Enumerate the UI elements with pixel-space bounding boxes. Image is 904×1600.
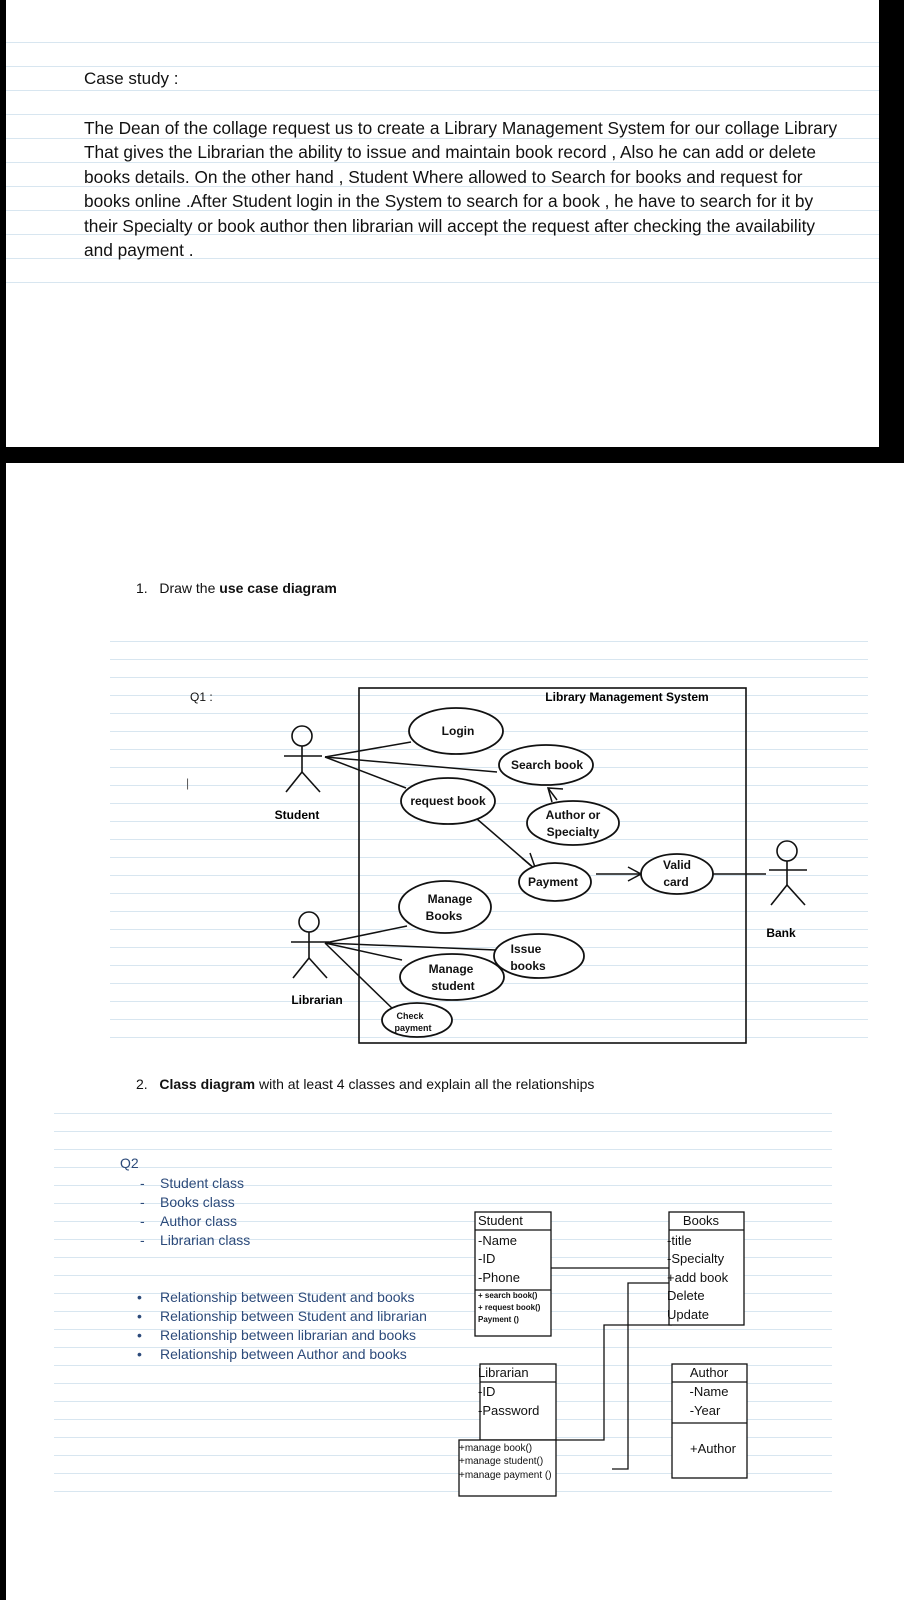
author-method: +Author — [690, 1441, 736, 1456]
student-attr: -Name — [478, 1233, 518, 1248]
books-item: -title — [667, 1233, 692, 1248]
student-actor-label: Student — [274, 808, 320, 822]
request-book-label: request book — [410, 794, 486, 808]
author-attr: -Year — [689, 1403, 721, 1418]
specialty-label: Specialty — [546, 825, 600, 839]
class-connectors — [551, 1268, 672, 1469]
paragraph-line: and payment . — [84, 240, 194, 261]
manage-books-label-2: Books — [425, 909, 463, 923]
class-diagram — [0, 1180, 904, 1520]
list-item: Relationship between librarian and books — [160, 1327, 417, 1343]
payment-label: Payment — [527, 875, 579, 889]
librarian-method: +manage student() — [459, 1456, 544, 1467]
list-item: Librarian class — [160, 1232, 251, 1248]
use-case-manage-student — [400, 954, 504, 1000]
librarian-class-name: Librarian — [478, 1365, 529, 1380]
case-study-heading: Case study : — [84, 69, 179, 88]
student-method: Payment () — [478, 1315, 519, 1324]
librarian-method: +manage book() — [459, 1443, 533, 1454]
q1-heading: 1. Draw the use case diagram — [136, 580, 337, 596]
q2-label: Q2 — [120, 1155, 139, 1171]
login-label: Login — [441, 724, 475, 738]
bank-actor-label: Bank — [766, 926, 796, 940]
system-title: Library Management System — [545, 690, 709, 704]
paragraph-line: That gives the Librarian the ability to issue and maintain book record , Also he can add or delete — [84, 142, 817, 163]
manage-student-label-1: Manage — [428, 962, 474, 976]
list-item: Relationship between Author and books — [160, 1346, 407, 1362]
bank-actor — [769, 841, 807, 905]
books-label: books — [510, 959, 546, 973]
student-method: + request book() — [478, 1303, 541, 1312]
librarian-attr: -Password — [478, 1403, 540, 1418]
payment-small-label: payment — [394, 1023, 432, 1033]
librarian-method: +manage payment () — [459, 1470, 552, 1481]
list-item: Student class — [160, 1175, 245, 1191]
issue-label: Issue — [510, 942, 542, 956]
books-class-name: Books — [682, 1213, 720, 1228]
books-item: -Specialty — [667, 1251, 725, 1266]
paragraph-line: their Specialty or book author then librarian will accept the request after checking the availability — [84, 215, 816, 236]
text-cursor: | — [186, 776, 190, 790]
q2-heading: 2. Class diagram with at least 4 classes and explain all the relationships — [136, 1076, 595, 1092]
list-item: Relationship between Student and librarian — [160, 1308, 427, 1324]
list-item: Books class — [160, 1194, 235, 1210]
librarian-actor-label: Librarian — [291, 993, 343, 1007]
author-class — [672, 1364, 747, 1478]
list-item: Author class — [160, 1213, 238, 1229]
author-class-name: Author — [689, 1365, 729, 1380]
manage-books-label-1: Manage — [427, 892, 473, 906]
manage-student-label-2: student — [431, 979, 475, 993]
student-method: + search book() — [478, 1291, 538, 1300]
paragraph-line: books details. On the other hand , Student Where allowed to Search for books and request for — [84, 166, 803, 187]
paragraph-line: The Dean of the collage request us to create a Library Management System for our collage Library — [84, 118, 838, 138]
student-class-name: Student — [478, 1213, 523, 1228]
use-case-manage-books — [399, 881, 491, 933]
books-item: +add book — [667, 1270, 729, 1285]
q1-label: Q1 : — [190, 690, 213, 704]
books-item: Update — [667, 1307, 709, 1322]
student-attr: -ID — [478, 1251, 496, 1266]
list-item: Relationship between Student and books — [160, 1289, 415, 1305]
librarian-actor — [291, 912, 329, 978]
author-label: Author or — [545, 808, 601, 822]
student-attr: -Phone — [478, 1270, 520, 1285]
books-item: Delete — [667, 1288, 705, 1303]
check-label: Check — [396, 1011, 424, 1021]
valid-label: Valid — [662, 858, 692, 872]
student-actor — [284, 726, 322, 792]
card-label: card — [663, 875, 689, 889]
paragraph-line: books online .After Student login in the System to search for a book , he have to search for it by — [84, 191, 814, 212]
librarian-attr: -ID — [478, 1384, 496, 1399]
search-book-label: Search book — [510, 758, 584, 772]
author-attr: -Name — [689, 1384, 729, 1399]
